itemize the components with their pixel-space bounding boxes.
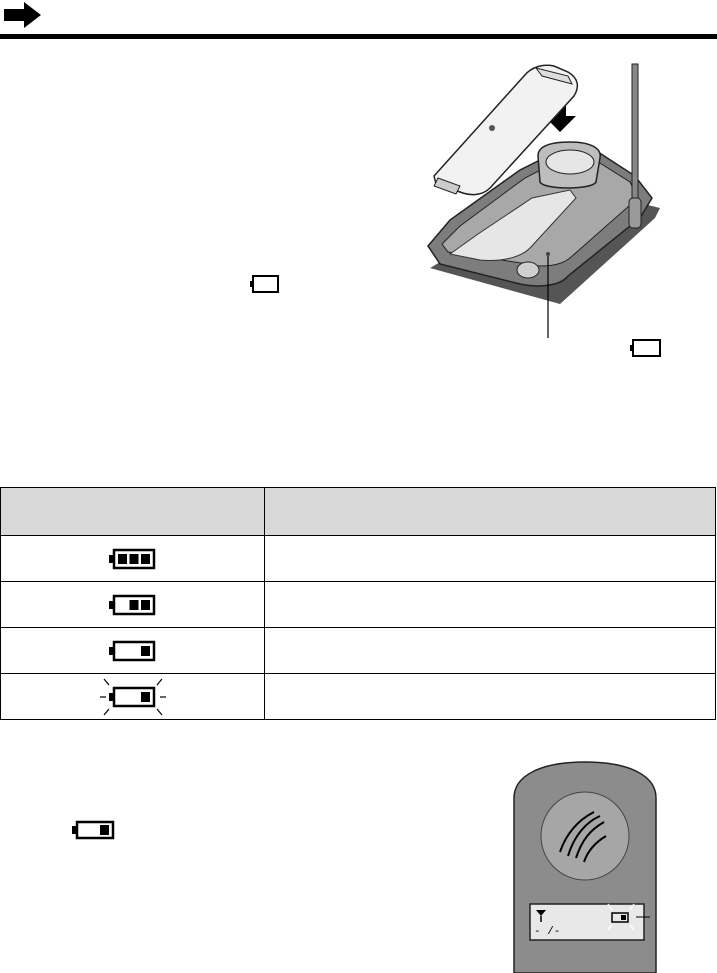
battery-low-blinking-icon [100, 677, 166, 717]
level-description [265, 674, 716, 720]
battery-low-icon [72, 820, 116, 840]
header-rule [0, 34, 717, 39]
level-description [265, 628, 716, 674]
table-row [1, 582, 716, 628]
table-row [1, 628, 716, 674]
empty-battery-icon [250, 274, 282, 294]
empty-battery-icon [630, 338, 664, 358]
battery-medium-icon [108, 594, 158, 616]
battery-level-table [0, 487, 716, 720]
battery-full-icon [108, 548, 158, 570]
battery-low-icon [108, 640, 158, 662]
level-description [265, 536, 716, 582]
column-header [1, 488, 265, 536]
level-description [265, 582, 716, 628]
table-row [1, 674, 716, 720]
table-header-row [1, 488, 716, 536]
handset-on-charger-base-illustration [420, 58, 665, 348]
handset-display-illustration [500, 758, 670, 973]
table-row [1, 536, 716, 582]
right-arrow-icon [0, 0, 44, 30]
column-header [265, 488, 716, 536]
svg-text:- /-: - /- [534, 926, 561, 938]
